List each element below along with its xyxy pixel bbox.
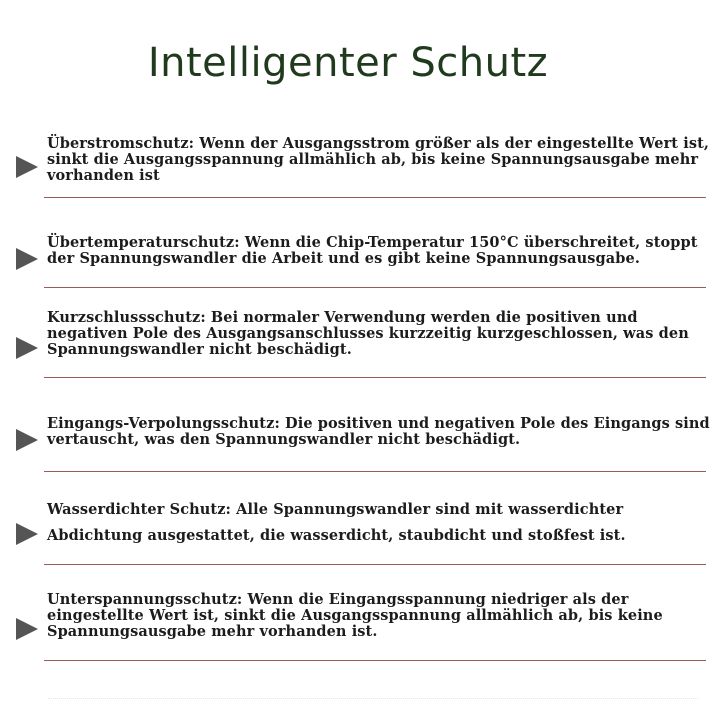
triangle-bullet-icon — [16, 618, 38, 640]
item-text: Wasserdichter Schutz: Alle Spannungswandler sind mit wasserdichter Abdichtung ausgestattet, die wasserdicht, staubdicht und stoßfest ist. — [47, 501, 626, 544]
item-text: Kurzschlussschutz: Bei normaler Verwendung werden die positiven und negativen Pole des Ausgangsanschlusses kurzzeitig kurzgeschlossen, was den Spannungswandler nicht beschädigt. — [47, 309, 689, 358]
triangle-bullet-icon — [16, 429, 38, 451]
item-text: Eingangs-Verpolungsschutz: Die positiven und negativen Pole des Eingangs sind vertauscht, was den Spannungswandler nicht beschädigt. — [47, 415, 710, 448]
divider — [44, 287, 706, 288]
triangle-bullet-icon — [16, 156, 38, 178]
triangle-bullet-icon — [16, 248, 38, 270]
bottom-dotted-rule — [48, 698, 698, 699]
item-text: Unterspannungsschutz: Wenn die Eingangsspannung niedriger als der eingestellte Wert ist, sinkt die Ausgangsspannung allmählich ab, bis keine Spannungsausgabe mehr vorhanden ist. — [47, 591, 663, 640]
page-title: Intelligenter Schutz — [147, 40, 549, 86]
triangle-bullet-icon — [16, 337, 38, 359]
divider — [44, 377, 706, 378]
divider — [44, 197, 706, 198]
item-text: Übertemperaturschutz: Wenn die Chip-Temperatur 150°C überschreitet, stoppt der Spannungswandler die Arbeit und es gibt keine Spannungsausgabe. — [47, 234, 698, 267]
divider — [44, 471, 706, 472]
divider — [44, 564, 706, 565]
triangle-bullet-icon — [16, 523, 38, 545]
item-text: Überstromschutz: Wenn der Ausgangsstrom größer als der eingestellte Wert ist, sinkt die Ausgangsspannung allmählich ab, bis keine Spannungsausgabe mehr vorhanden ist — [47, 135, 710, 184]
divider — [44, 660, 706, 661]
